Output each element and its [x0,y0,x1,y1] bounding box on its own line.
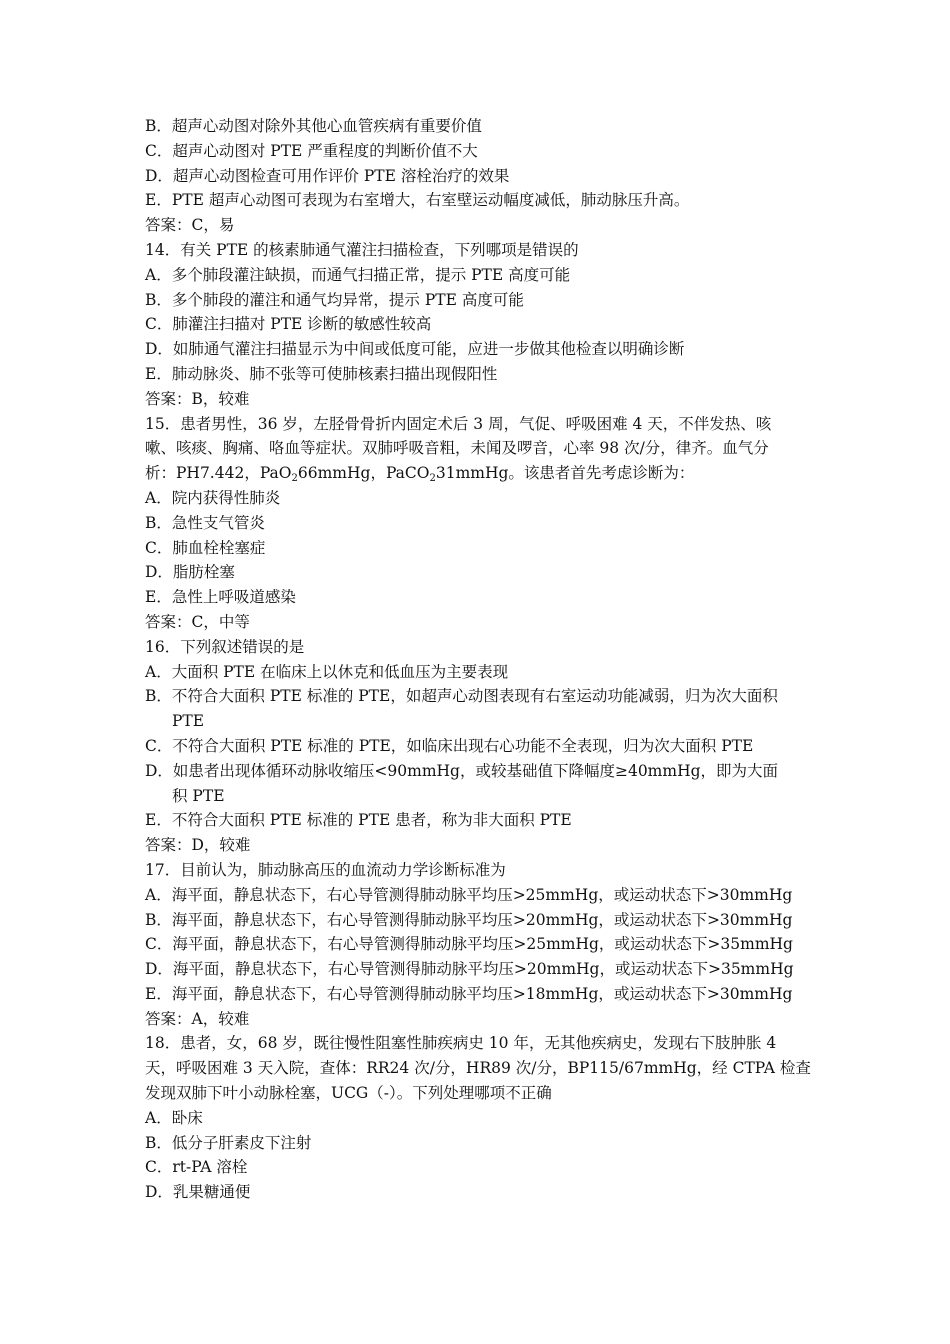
option-line: B．不符合大面积 PTE 标准的 PTE，如超声心动图表现有右室运动功能减弱，归为次大面积 [145,687,778,706]
question-line: 16．下列叙述错误的是 [145,637,305,656]
question-line: 15．患者男性，36 岁，左胫骨骨折内固定术后 3 周，气促、呼吸困难 4 天，不伴发热、咳 [145,414,772,433]
option-line: D．如患者出现体循环动脉收缩压<90mmHg，或较基础值下降幅度≥40mmHg，即为大面 [145,761,779,780]
option-line: A．大面积 PTE 在临床上以休克和低血压为主要表现 [145,662,509,681]
option-line: E．肺动脉炎、肺不张等可使肺核素扫描出现假阳性 [145,364,498,383]
subscript: 2 [429,473,436,485]
question-line: 18．患者，女，68 岁，既往慢性阻塞性肺疾病史 10 年，无其他疾病史，发现右下肢肿胀 4 [145,1034,777,1053]
option-line: C．肺血栓栓塞症 [145,538,266,557]
option-line: B．急性支气管炎 [145,513,265,532]
option-line: D．如肺通气灌注扫描显示为中间或低度可能，应进一步做其他检查以明确诊断 [145,340,685,359]
option-line: A．多个肺段灌注缺损，而通气扫描正常，提示 PTE 高度可能 [145,265,571,284]
question-line: 嗽、咳痰、胸痛、咯血等症状。双肺呼吸音粗，未闻及啰音，心率 98 次/分，律齐。血气分 [145,439,769,458]
line-text: 31mmHg。该患者首先考虑诊断为： [435,464,695,483]
option-line: D．海平面，静息状态下，右心导管测得肺动脉平均压>20mmHg，或运动状态下>35mmHg [145,960,794,979]
option-line: C．不符合大面积 PTE 标准的 PTE，如临床出现右心功能不全表现，归为次大面积 PTE [145,736,754,755]
option-line: D．乳果糖通便 [145,1183,251,1202]
question-line [145,461,813,486]
option-line: C．超声心动图对 PTE 严重程度的判断价值不大 [145,141,478,160]
document-page [145,114,813,1205]
answer-line: 答案：C，易 [145,216,235,235]
option-line: A．海平面，静息状态下，右心导管测得肺动脉平均压>25mmHg，或运动状态下>30mmHg [145,885,793,904]
question-line: 发现双肺下叶小动脉栓塞，UCG（-）。下列处理哪项不正确 [145,1084,552,1103]
option-line: B．低分子肝素皮下注射 [145,1133,312,1152]
subscript: 2 [291,473,298,485]
option-line: C．rt-PA 溶栓 [145,1158,248,1177]
option-line: D．超声心动图检查可用作评价 PTE 溶栓治疗的效果 [145,166,510,185]
option-line: A．院内获得性肺炎 [145,488,281,507]
option-line: E．不符合大面积 PTE 标准的 PTE 患者，称为非大面积 PTE [145,811,572,830]
answer-line: 答案：C，中等 [145,612,250,631]
question-line: 天，呼吸困难 3 天入院，查体：RR24 次/分，HR89 次/分，BP115/67mmHg，经 CTPA 检查 [145,1059,811,1078]
option-line: A．卧床 [145,1108,203,1127]
answer-line: 答案：A，较难 [145,1009,250,1028]
option-line: B．海平面，静息状态下，右心导管测得肺动脉平均压>20mmHg，或运动状态下>30mmHg [145,910,793,929]
question-line: 14．有关 PTE 的核素肺通气灌注扫描检查，下列哪项是错误的 [145,240,579,259]
option-line: B．超声心动图对除外其他心血管疾病有重要价值 [145,117,482,135]
answer-line: 答案：D，较难 [145,836,251,855]
option-line: PTE [172,712,205,731]
answer-line: 答案：B，较难 [145,389,250,408]
option-line: E．PTE 超声心动图可表现为右室增大，右室壁运动幅度减低，肺动脉压升高。 [145,191,690,210]
option-line: 积 PTE [172,786,225,805]
option-line: C．海平面，静息状态下，右心导管测得肺动脉平均压>25mmHg，或运动状态下>35mmHg [145,935,793,954]
option-line: B．多个肺段的灌注和通气均异常，提示 PTE 高度可能 [145,290,524,309]
option-line: E．急性上呼吸道感染 [145,588,296,607]
line-text: 66mmHg，PaCO [297,464,430,483]
option-line: C．肺灌注扫描对 PTE 诊断的敏感性较高 [145,315,432,334]
line-text: 析：PH7.442，PaO [145,464,292,483]
option-line: E．海平面，静息状态下，右心导管测得肺动脉平均压>18mmHg，或运动状态下>30mmHg [145,984,793,1003]
option-line: D．脂肪栓塞 [145,563,235,582]
question-line: 17．目前认为，肺动脉高压的血流动力学诊断标准为 [145,860,506,879]
